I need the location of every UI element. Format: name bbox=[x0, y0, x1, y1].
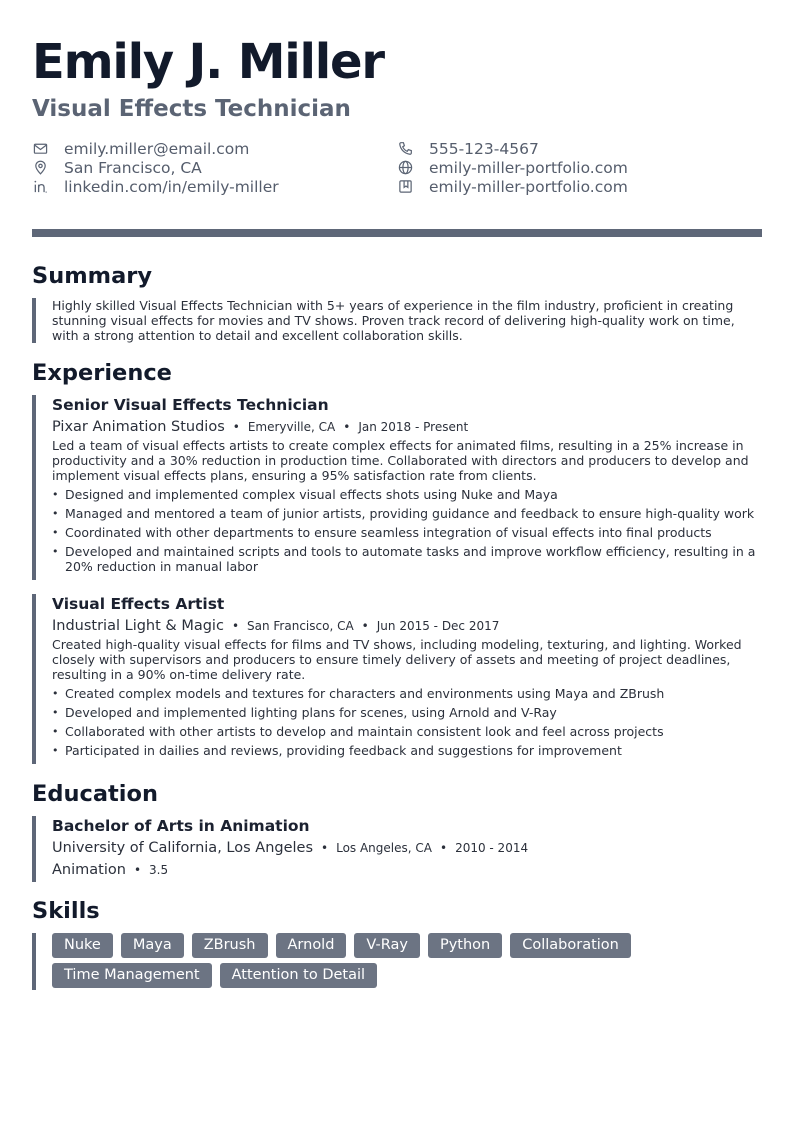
separator-dot: • bbox=[321, 841, 329, 855]
separator-dot: • bbox=[231, 619, 240, 633]
mail-icon bbox=[32, 141, 48, 157]
contact-website[interactable] bbox=[397, 158, 762, 177]
job-description: Led a team of visual effects artists to create complex effects for animated films, resulting in a 25% increase in productivity and a 30% reduction in production time. Collaborated with directors and producers to develop and implement visual effects plans, ensuring a 95% satisfaction rate from clients. bbox=[52, 438, 749, 483]
linkedin-icon bbox=[32, 179, 48, 195]
contact-list bbox=[32, 139, 762, 196]
job-title: Visual Effects Artist bbox=[52, 595, 225, 613]
job-location: Emeryville, CA bbox=[247, 420, 336, 434]
phone-icon bbox=[397, 141, 413, 157]
skills-heading: Skills bbox=[32, 898, 100, 924]
contact-email[interactable] bbox=[32, 139, 397, 158]
skill-chip: Collaboration bbox=[510, 933, 631, 958]
skill-chip: Maya bbox=[121, 933, 184, 958]
separator-dot: • bbox=[343, 420, 351, 434]
skill-chip: Attention to Detail bbox=[220, 963, 377, 988]
header-divider bbox=[32, 229, 762, 237]
skill-chip: Arnold bbox=[276, 933, 347, 958]
job-dates: Jan 2018 - Present bbox=[358, 420, 469, 434]
location-pin-icon bbox=[32, 160, 48, 176]
job-bullets bbox=[52, 487, 762, 574]
separator-dot: • bbox=[439, 841, 448, 855]
job-location: San Francisco, CA bbox=[247, 619, 354, 633]
skill-chip: Nuke bbox=[52, 933, 113, 958]
contact-portfolio-text: emily-miller-portfolio.com bbox=[429, 177, 628, 196]
separator-dot: • bbox=[133, 863, 142, 877]
field-of-study: Animation bbox=[52, 862, 126, 878]
job-entry bbox=[32, 395, 762, 580]
list-item: • Created complex models and textures for characters and environments using Maya and ZBrush bbox=[52, 686, 762, 701]
experience-heading: Experience bbox=[32, 360, 172, 386]
skill-chip: Python bbox=[428, 933, 502, 958]
contact-website-text: emily-miller-portfolio.com bbox=[429, 158, 628, 177]
list-item: • Managed and mentored a team of junior artists, providing guidance and feedback to ensure high-quality work bbox=[52, 506, 762, 521]
education-meta bbox=[52, 838, 762, 858]
summary-heading: Summary bbox=[32, 263, 153, 289]
job-meta bbox=[52, 616, 762, 636]
resume-header bbox=[32, 34, 762, 124]
contact-email-text: emily.miller@email.com bbox=[64, 139, 250, 158]
education-heading: Education bbox=[32, 781, 158, 807]
job-company: Industrial Light & Magic bbox=[52, 618, 224, 634]
contact-linkedin-text: linkedin.com/in/emily-miller bbox=[64, 177, 279, 196]
job-dates: Jun 2015 - Dec 2017 bbox=[376, 619, 500, 633]
bookmark-icon bbox=[397, 179, 413, 195]
school-name: University of California, Los Angeles bbox=[52, 840, 314, 856]
list-item: • Designed and implemented complex visual effects shots using Nuke and Maya bbox=[52, 487, 762, 502]
education-field-meta bbox=[52, 860, 762, 880]
job-description: Created high-quality visual effects for films and TV shows, including modeling, texturing, and lighting. Worked closely with supervisors and producers to ensure timely delivery of assets and meeting of project deadlines, resulting in a 90% on-time delivery rate. bbox=[52, 637, 742, 682]
job-title: Senior Visual Effects Technician bbox=[52, 396, 329, 414]
gpa: 3.5 bbox=[149, 863, 169, 877]
job-entry bbox=[32, 594, 762, 764]
skills-block bbox=[32, 933, 762, 990]
separator-dot: • bbox=[361, 619, 369, 633]
school-location: Los Angeles, CA bbox=[336, 841, 432, 855]
contact-portfolio[interactable] bbox=[397, 177, 762, 196]
contact-location-text: San Francisco, CA bbox=[64, 158, 202, 177]
candidate-title: Visual Effects Technician bbox=[32, 96, 351, 122]
job-bullets bbox=[52, 686, 762, 758]
separator-dot: • bbox=[232, 420, 240, 434]
contact-phone-text: 555-123-4567 bbox=[429, 139, 539, 158]
job-meta bbox=[52, 417, 762, 437]
degree: Bachelor of Arts in Animation bbox=[52, 817, 310, 835]
list-item: • Collaborated with other artists to develop and maintain consistent look and feel across projects bbox=[52, 724, 762, 739]
globe-icon bbox=[397, 160, 413, 176]
skill-chip: ZBrush bbox=[192, 933, 268, 958]
job-company: Pixar Animation Studios bbox=[52, 419, 225, 435]
resume-page bbox=[32, 34, 762, 990]
education-dates: 2010 - 2014 bbox=[455, 841, 529, 855]
skill-chip: Time Management bbox=[52, 963, 212, 988]
skills-list bbox=[52, 933, 752, 990]
skill-chip: V-Ray bbox=[354, 933, 420, 958]
candidate-name: Emily J. Miller bbox=[32, 34, 384, 90]
summary-text: Highly skilled Visual Effects Technician with 5+ years of experience in the film industry, proficient in creating stunning visual effects for movies and TV shows. Proven track record of delivering high-quality work on time, with a strong attention to detail and excellent collaboration skills. bbox=[32, 298, 762, 343]
contact-location bbox=[32, 158, 397, 177]
contact-phone[interactable] bbox=[397, 139, 762, 158]
contact-linkedin[interactable] bbox=[32, 177, 397, 196]
list-item: • Developed and implemented lighting plans for scenes, using Arnold and V-Ray bbox=[52, 705, 762, 720]
list-item: • Coordinated with other departments to ensure seamless integration of visual effects into final products bbox=[52, 525, 762, 540]
list-item: • Developed and maintained scripts and tools to automate tasks and improve workflow efficiency, resulting in a 20% reduction in manual labor bbox=[52, 544, 762, 574]
education-entry bbox=[32, 816, 762, 882]
list-item: • Participated in dailies and reviews, providing feedback and suggestions for improvement bbox=[52, 743, 762, 758]
